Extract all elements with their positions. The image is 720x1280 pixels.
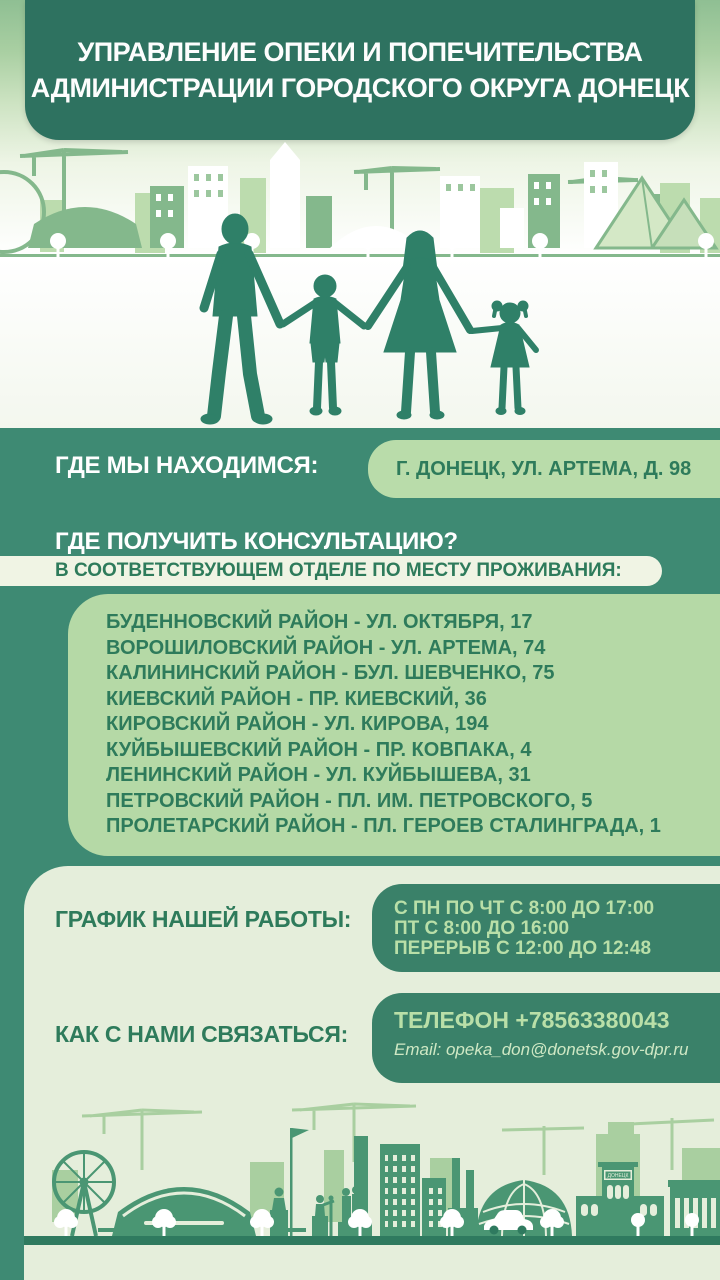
- location-label: ГДЕ МЫ НАХОДИМСЯ:: [55, 452, 319, 479]
- stadium-icon: [112, 1187, 256, 1236]
- page-title-line2: АДМИНИСТРАЦИИ ГОРОДСКОГО ОКРУГА ДОНЕЦК: [30, 73, 690, 103]
- schedule-box: [372, 884, 720, 972]
- header-card: [25, 0, 695, 140]
- list-item: ПРОЛЕТАРСКИЙ РАЙОН - ПЛ. ГЕРОЕВ СТАЛИНГРАДА, 1: [106, 815, 661, 837]
- bottom-cityscape: [24, 1100, 720, 1252]
- page-title-line1: УПРАВЛЕНИЕ ОПЕКИ И ПОПЕЧИТЕЛЬСТВА: [77, 37, 643, 67]
- list-item: БУДЕННОВСКИЙ РАЙОН - УЛ. ОКТЯБРЯ, 17: [106, 611, 533, 633]
- district-list: [68, 594, 720, 856]
- woman-silhouette: [368, 231, 470, 419]
- address-text: Г. ДОНЕЦК, УЛ. АРТЕМА, Д. 98: [396, 457, 692, 480]
- schedule-line: С ПН ПО ЧТ С 8:00 ДО 17:00: [394, 898, 655, 919]
- schedule-label: ГРАФИК НАШЕЙ РАБОТЫ:: [55, 906, 352, 932]
- list-item: ЛЕНИНСКИЙ РАЙОН - УЛ. КУЙБЫШЕВА, 31: [106, 764, 531, 786]
- list-item: КИРОВСКИЙ РАЙОН - УЛ. КИРОВА, 194: [106, 713, 489, 735]
- station-sign-text: ДОНЕЦК: [607, 1173, 629, 1179]
- man-silhouette: [201, 214, 280, 424]
- email-address: Email: opeka_don@donetsk.gov-dpr.ru: [394, 1040, 689, 1059]
- station-building: [576, 1162, 664, 1236]
- girl-silhouette: [472, 301, 536, 415]
- theater-building: [668, 1180, 720, 1236]
- contact-label: КАК С НАМИ СВЯЗАТЬСЯ:: [55, 1021, 348, 1047]
- schedule-line: ПТ С 8:00 ДО 16:00: [394, 918, 570, 939]
- family-silhouette: [140, 212, 590, 432]
- list-item: КУЙБЫШЕВСКИЙ РАЙОН - ПР. КОВПАКА, 4: [106, 738, 532, 761]
- ground-strip: [24, 1236, 720, 1245]
- boy-silhouette: [283, 275, 364, 415]
- list-item: КАЛИНИНСКИЙ РАЙОН - БУЛ. ШЕВЧЕНКО, 75: [106, 662, 555, 684]
- schedule-line: ПЕРЕРЫВ С 12:00 ДО 12:48: [394, 938, 652, 959]
- consultation-label: ГДЕ ПОЛУЧИТЬ КОНСУЛЬТАЦИЮ?: [55, 528, 458, 555]
- list-item: ПЕТРОВСКИЙ РАЙОН - ПЛ. ИМ. ПЕТРОВСКОГО, 5: [106, 789, 593, 812]
- bottom-card: [24, 866, 720, 1280]
- list-item: ВОРОШИЛОВСКИЙ РАЙОН - УЛ. АРТЕМА, 74: [106, 636, 546, 659]
- address-box: [368, 440, 720, 498]
- list-item: КИЕВСКИЙ РАЙОН - ПР. КИЕВСКИЙ, 36: [106, 687, 487, 710]
- contact-box: [372, 993, 720, 1083]
- consultation-subtitle: В СООТВЕТСТВУЮЩЕМ ОТДЕЛЕ ПО МЕСТУ ПРОЖИВАНИЯ:: [55, 560, 622, 581]
- office-building: [380, 1144, 446, 1236]
- consultation-subtitle-pill: [0, 556, 662, 586]
- phone-number: ТЕЛЕФОН +78563380043: [394, 1007, 670, 1033]
